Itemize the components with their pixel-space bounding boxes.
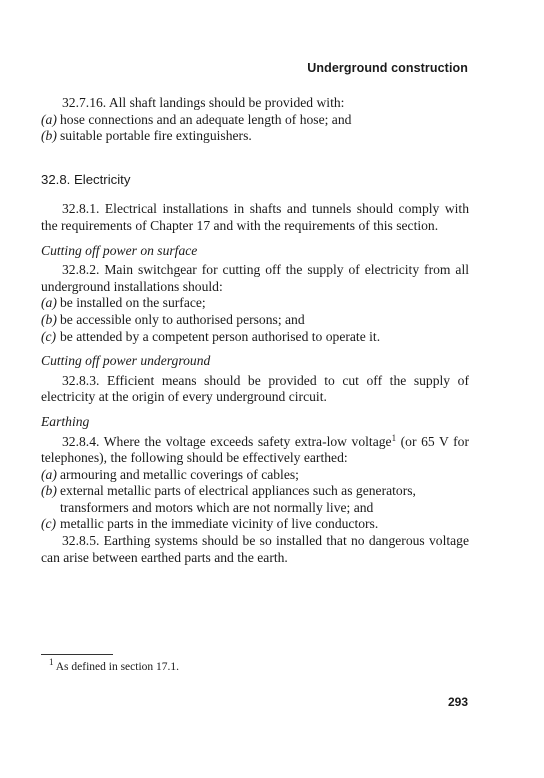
list-item bbox=[41, 295, 469, 312]
footnote-rule bbox=[41, 654, 113, 655]
list-item bbox=[41, 483, 469, 516]
footnote bbox=[49, 657, 180, 673]
item-label: (a) bbox=[41, 295, 57, 311]
item-text: metallic parts in the immediate vicinity of live conductors. bbox=[60, 516, 379, 532]
item-text: suitable portable fire extinguishers. bbox=[60, 128, 252, 144]
item-label: (b) bbox=[41, 128, 57, 144]
item-text: be accessible only to authorised persons; and bbox=[60, 311, 305, 327]
item-text: hose connections and an adequate length of hose; and bbox=[60, 111, 352, 127]
footnote-marker: 1 bbox=[49, 657, 54, 667]
footnote-text: As defined in section 17.1. bbox=[53, 661, 180, 673]
page-number: 293 bbox=[447, 695, 468, 709]
list-item bbox=[41, 467, 469, 484]
item-text: armouring and metallic coverings of cables; bbox=[60, 466, 299, 482]
list-item bbox=[41, 128, 469, 145]
item-label: (a) bbox=[41, 466, 57, 482]
item-text: be installed on the surface; bbox=[60, 295, 206, 311]
item-text: be attended by a competent person authorised to operate it. bbox=[60, 328, 381, 344]
list-item bbox=[41, 112, 469, 129]
list-item bbox=[41, 329, 469, 346]
subheading-power-underground: Cutting off power underground bbox=[41, 353, 211, 369]
subheading-power-surface: Cutting off power on surface bbox=[41, 242, 198, 258]
paragraph-32-8-5: 32.8.5. Earthing systems should be so installed that no dangerous voltage can arise between earthed parts and the earth. bbox=[41, 533, 469, 565]
footnote-marker: 1 bbox=[391, 432, 397, 443]
item-label: (b) bbox=[41, 311, 57, 327]
subheading-earthing: Earthing bbox=[41, 413, 90, 429]
page-body bbox=[41, 95, 469, 566]
section-heading: 32.8. Electricity bbox=[41, 171, 131, 187]
item-label: (b) bbox=[41, 483, 57, 499]
item-label: (a) bbox=[41, 111, 57, 127]
list-item bbox=[41, 312, 469, 329]
paragraph-32-7-16: 32.7.16. All shaft landings should be provided with: bbox=[62, 95, 345, 110]
item-text: external metallic parts of electrical appliances such as generators, transformers and motors which are not normally live; and bbox=[60, 483, 416, 515]
item-label: (c) bbox=[41, 516, 57, 532]
paragraph-text: 32.8.4. Where the voltage exceeds safety extra-low voltage bbox=[62, 433, 392, 449]
paragraph-text: (or 65 V for telephones), the following should be effectively earthed: bbox=[41, 433, 469, 466]
item-label: (c) bbox=[41, 328, 57, 344]
running-header: Underground construction bbox=[307, 61, 468, 75]
paragraph-32-8-3: 32.8.3. Efficient means should be provided to cut off the supply of electricity at the origin of every underground circuit. bbox=[41, 372, 469, 405]
list-item bbox=[41, 516, 469, 533]
paragraph-32-8-2: 32.8.2. Main switchgear for cutting off the supply of electricity from all underground installations should: bbox=[41, 262, 469, 294]
paragraph-32-8-4 bbox=[41, 434, 469, 467]
paragraph-32-8-1: 32.8.1. Electrical installations in shafts and tunnels should comply with the requirements of Chapter 17 and with the requirements of this section. bbox=[41, 201, 469, 233]
